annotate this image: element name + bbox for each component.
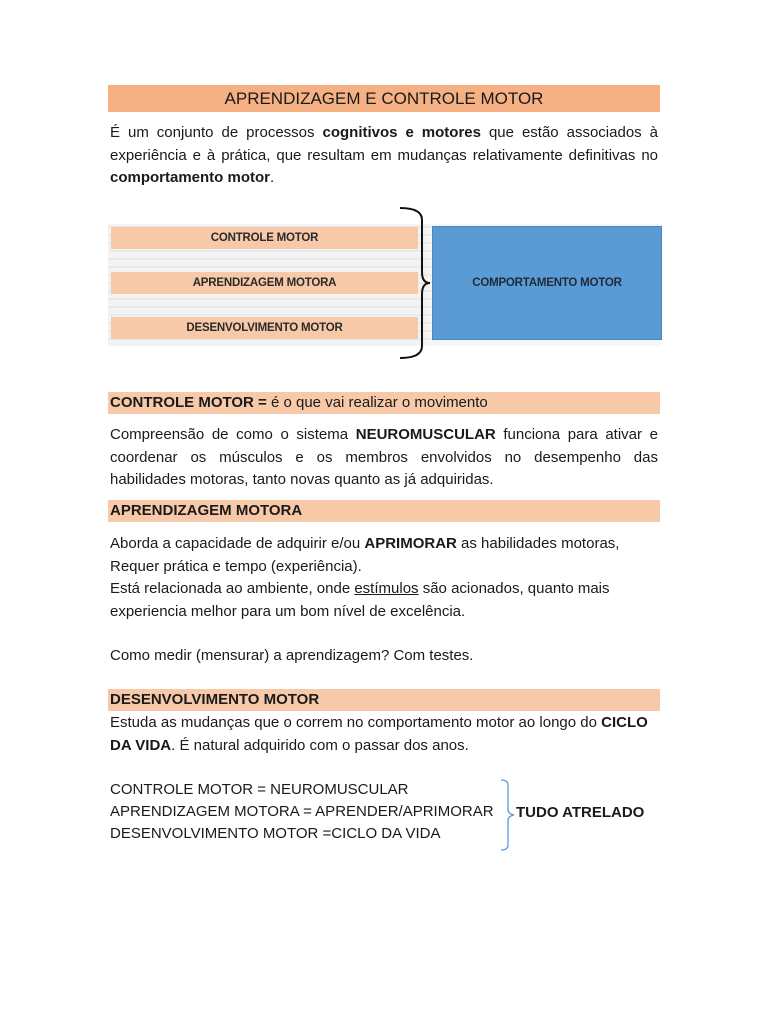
header-highlight-extension bbox=[510, 392, 660, 414]
intro-paragraph bbox=[110, 122, 658, 190]
aprendizagem-text-3: Está relacionada ao ambiente, onde bbox=[110, 580, 355, 597]
summary-brace-icon bbox=[498, 779, 518, 851]
diagram-box-comportamento: COMPORTAMENTO MOTOR bbox=[432, 226, 662, 340]
controle-text-1: Compreensão de como o sistema bbox=[110, 426, 356, 443]
section-header-aprendizagem bbox=[108, 500, 660, 522]
summary-line: CONTROLE MOTOR = NEUROMUSCULAR bbox=[110, 781, 409, 798]
intro-bold-1: cognitivos e motores bbox=[322, 124, 481, 141]
controle-paragraph bbox=[110, 424, 658, 492]
desenvolvimento-bold-1: CICLO DA VIDA bbox=[110, 714, 648, 754]
diagram-box-controle: CONTROLE MOTOR bbox=[111, 227, 418, 249]
aprendizagem-underline: estímulos bbox=[354, 580, 419, 597]
diagram-brace-icon bbox=[400, 206, 434, 360]
desenvolvimento-text-1: Estuda as mudanças que o correm no comportamento motor ao longo do bbox=[110, 714, 602, 731]
section-header-desenvolvimento bbox=[108, 689, 660, 711]
section-header-controle bbox=[108, 392, 660, 414]
aprendizagem-line-2: Requer prática e tempo (experiência). bbox=[110, 557, 362, 575]
aprendizagem-text-1: Aborda a capacidade de adquirir e/ou bbox=[110, 535, 365, 552]
aprendizagem-bold-1: APRIMORAR bbox=[364, 535, 457, 552]
header-bold: CONTROLE MOTOR = bbox=[110, 394, 267, 411]
diagram-box-desenvolvimento: DESENVOLVIMENTO MOTOR bbox=[111, 317, 418, 339]
header-text bbox=[110, 394, 488, 411]
diagram-box-aprendizagem: APRENDIZAGEM MOTORA bbox=[111, 272, 418, 294]
aprendizagem-paragraph bbox=[110, 533, 658, 623]
header-rest: é o que vai realizar o movimento bbox=[266, 394, 488, 411]
desenvolvimento-text-2: . É natural adquirido com o passar dos anos. bbox=[171, 736, 469, 754]
controle-text-2: funciona para ativar e coordenar os músculos e os membros envolvidos no desempenho das habilidades motoras, tanto novas quanto as já adquiridas. bbox=[110, 426, 658, 488]
summary-block bbox=[110, 779, 670, 851]
aprendizagem-text-4: são acionados, quanto mais experiencia melhor para um bom nível de excelência. bbox=[110, 580, 610, 620]
header-text: APRENDIZAGEM MOTORA bbox=[110, 502, 303, 519]
intro-text-1: É um conjunto de processos bbox=[110, 124, 323, 141]
motor-diagram bbox=[108, 206, 662, 360]
intro-text-3: . bbox=[270, 169, 275, 186]
summary-line: APRENDIZAGEM MOTORA = APRENDER/APRIMORAR bbox=[110, 803, 494, 820]
summary-line: DESENVOLVIMENTO MOTOR =CICLO DA VIDA bbox=[110, 825, 441, 842]
intro-bold-2: comportamento motor bbox=[110, 169, 271, 186]
summary-label: TUDO ATRELADO bbox=[516, 804, 645, 821]
controle-bold-1: NEUROMUSCULAR bbox=[355, 426, 496, 443]
intro-text-2: que estão associados à experiência e à prática, que resultam em mudanças relativamente definitivas no bbox=[110, 124, 658, 164]
header-text: DESENVOLVIMENTO MOTOR bbox=[110, 691, 320, 708]
aprendizagem-question: Como medir (mensurar) a aprendizagem? Com testes. bbox=[110, 647, 474, 664]
desenvolvimento-paragraph bbox=[110, 712, 658, 757]
aprendizagem-text-2: as habilidades motoras, bbox=[456, 535, 620, 552]
page-title: APRENDIZAGEM E CONTROLE MOTOR bbox=[108, 85, 660, 112]
